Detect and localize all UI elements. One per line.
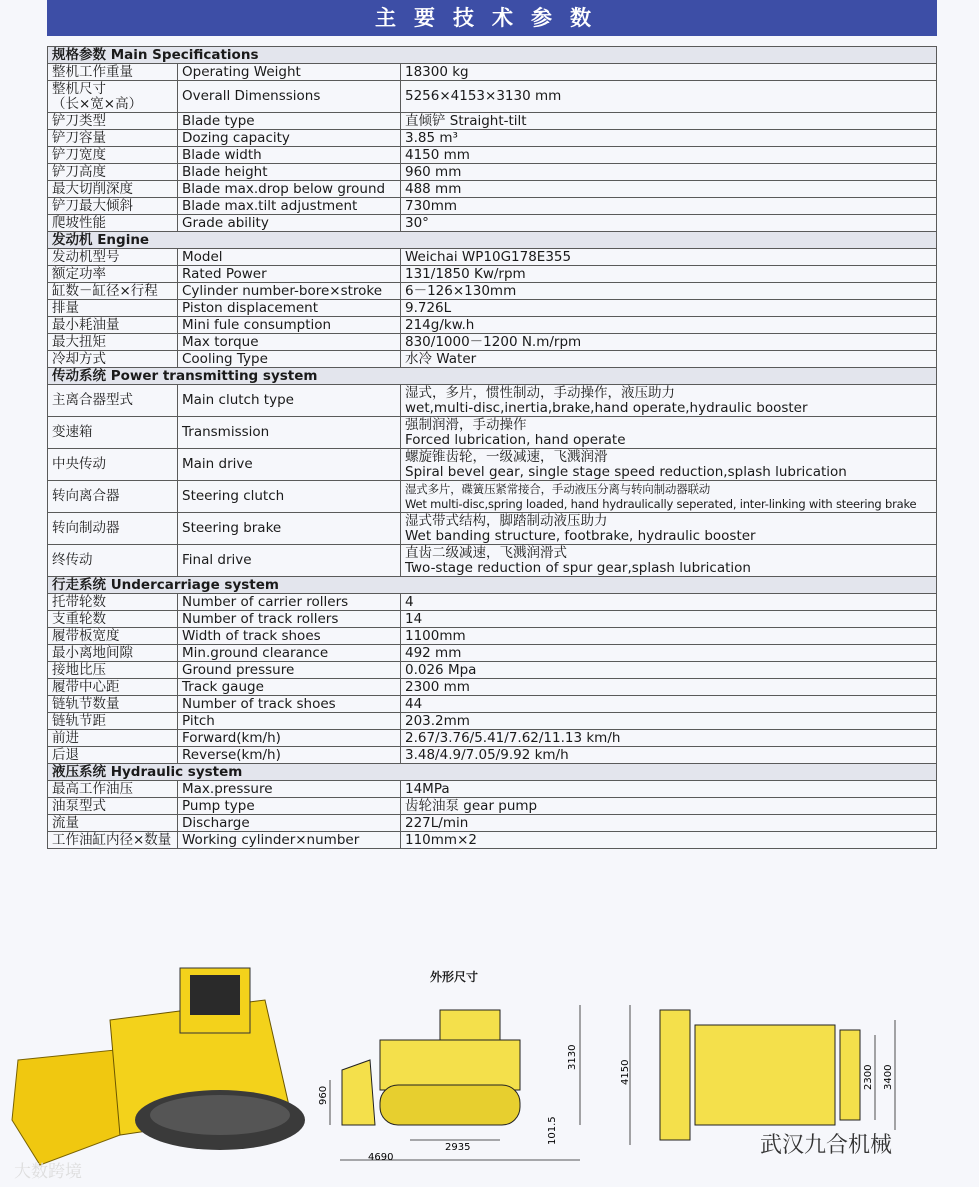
spec-name-en: Mini fule consumption [178,317,401,334]
section-header [48,232,937,249]
spec-name-en: Min.ground clearance [178,645,401,662]
spec-value: 6－126×130mm [401,283,937,300]
spec-value: 湿式，多片，惯性制动，手动操作，液压助力 wet,multi-disc,inertia,brake,hand operate,hydraulic booster [401,385,937,417]
spec-row [48,385,937,417]
side-view-drawing [342,1010,520,1125]
spec-row [48,481,937,513]
spec-row [48,283,937,300]
spec-name-en: Blade type [178,113,401,130]
spec-value: 14 [401,611,937,628]
spec-value: 4 [401,594,937,611]
dimension-drawing-title: 外形尺寸 [430,970,479,984]
spec-name-cn: 最大切削深度 [48,181,178,198]
spec-name-cn: 工作油缸内径×数量 [48,832,178,849]
dim-height-label: 3130 [567,1044,578,1070]
spec-value: 44 [401,696,937,713]
spec-row [48,696,937,713]
spec-value: 203.2mm [401,713,937,730]
spec-row [48,351,937,368]
spec-name-en: Reverse(km/h) [178,747,401,764]
spec-name-cn: 发动机型号 [48,249,178,266]
spec-row [48,832,937,849]
spec-row [48,513,937,545]
spec-name-cn: 最小耗油量 [48,317,178,334]
section-title: 规格参数 Main Specifications [48,47,937,64]
spec-row [48,645,937,662]
spec-row [48,781,937,798]
spec-value: 830/1000－1200 N.m/rpm [401,334,937,351]
spec-name-cn: 缸数－缸径×行程 [48,283,178,300]
section-header [48,764,937,781]
spec-value: 湿式带式结构，脚踏制动液压助力 Wet banding structure, footbrake, hydraulic booster [401,513,937,545]
spec-value: 强制润滑，手动操作 Forced lubrication, hand operate [401,417,937,449]
spec-name-en: Working cylinder×number [178,832,401,849]
spec-name-cn: 铲刀宽度 [48,147,178,164]
spec-name-en: Steering brake [178,513,401,545]
spec-row [48,662,937,679]
watermark-right: 武汉九合机械 [760,1133,893,1158]
spec-value: 水冷 Water [401,351,937,368]
section-title: 传动系统 Power transmitting system [48,368,937,385]
spec-name-cn: 支重轮数 [48,611,178,628]
spec-row [48,449,937,481]
spec-name-en: Number of track rollers [178,611,401,628]
spec-value: 2300 mm [401,679,937,696]
spec-name-en: Overall Dimenssions [178,81,401,113]
spec-name-en: Track gauge [178,679,401,696]
spec-row [48,798,937,815]
spec-row [48,334,937,351]
spec-name-en: Ground pressure [178,662,401,679]
spec-name-cn: 整机尺寸 （长×宽×高） [48,81,178,113]
spec-value: 30° [401,215,937,232]
dim-ground-label: 101.5 [547,1116,558,1145]
spec-name-cn: 冷却方式 [48,351,178,368]
spec-value: 14MPa [401,781,937,798]
spec-name-en: Forward(km/h) [178,730,401,747]
spec-name-en: Transmission [178,417,401,449]
spec-name-cn: 转向离合器 [48,481,178,513]
spec-name-en: Width of track shoes [178,628,401,645]
spec-name-en: Pump type [178,798,401,815]
spec-value: 直齿二级减速，飞溅润滑式 Two-stage reduction of spur gear,splash lubrication [401,545,937,577]
spec-row [48,130,937,147]
spec-row [48,147,937,164]
spec-row [48,713,937,730]
spec-name-cn: 主离合器型式 [48,385,178,417]
spec-name-cn: 变速箱 [48,417,178,449]
spec-value: 110mm×2 [401,832,937,849]
top-view-drawing [660,1010,860,1140]
dim-width-label: 4150 [620,1059,631,1085]
spec-name-en: Main drive [178,449,401,481]
spec-row [48,611,937,628]
spec-name-cn: 整机工作重量 [48,64,178,81]
spec-value: 18300 kg [401,64,937,81]
spec-name-cn: 后退 [48,747,178,764]
spec-name-en: Rated Power [178,266,401,283]
spec-name-cn: 排量 [48,300,178,317]
spec-name-cn: 铲刀高度 [48,164,178,181]
spec-name-en: Dozing capacity [178,130,401,147]
spec-value: 湿式多片，碟簧压紧常接合，手动液压分离与转向制动器联动 Wet multi-disc,spring loaded, hand hydraulically seperated, inter-linking with steering brake [401,481,937,513]
spec-row [48,300,937,317]
section-header [48,368,937,385]
spec-name-en: Model [178,249,401,266]
spec-value: 214g/kw.h [401,317,937,334]
section-title: 发动机 Engine [48,232,937,249]
spec-name-en: Blade max.drop below ground [178,181,401,198]
spec-name-en: Steering clutch [178,481,401,513]
spec-name-cn: 额定功率 [48,266,178,283]
spec-name-en: Number of track shoes [178,696,401,713]
spec-table [47,46,937,849]
spec-name-en: Max.pressure [178,781,401,798]
spec-value: 227L/min [401,815,937,832]
spec-name-cn: 最小离地间隙 [48,645,178,662]
spec-name-cn: 履带中心距 [48,679,178,696]
spec-row [48,628,937,645]
spec-row [48,81,937,113]
dim-length-label: 4690 [368,1152,394,1163]
spec-name-cn: 链轨节数量 [48,696,178,713]
spec-value: 131/1850 Kw/rpm [401,266,937,283]
spec-value: Weichai WP10G178E355 [401,249,937,266]
section-header [48,577,937,594]
spec-row [48,730,937,747]
spec-name-cn: 履带板宽度 [48,628,178,645]
spec-name-en: Piston displacement [178,300,401,317]
spec-name-cn: 流量 [48,815,178,832]
spec-name-cn: 铲刀类型 [48,113,178,130]
spec-name-cn: 托带轮数 [48,594,178,611]
section-title: 液压系统 Hydraulic system [48,764,937,781]
spec-value: 3.85 m³ [401,130,937,147]
spec-name-en: Final drive [178,545,401,577]
spec-name-cn: 接地比压 [48,662,178,679]
spec-row [48,679,937,696]
spec-value: 730mm [401,198,937,215]
spec-name-en: Number of carrier rollers [178,594,401,611]
spec-name-cn: 终传动 [48,545,178,577]
spec-value: 0.026 Mpa [401,662,937,679]
spec-name-cn: 爬坡性能 [48,215,178,232]
spec-row [48,113,937,130]
spec-name-cn: 油泵型式 [48,798,178,815]
dim-wheelbase-label: 2935 [445,1142,471,1153]
spec-name-cn: 铲刀容量 [48,130,178,147]
spec-name-cn: 链轨节距 [48,713,178,730]
dim-track-width-label: 3400 [883,1064,894,1090]
spec-name-cn: 最大扭矩 [48,334,178,351]
spec-value: 螺旋锥齿轮，一级减速，飞溅润滑 Spiral bevel gear, single stage speed reduction,splash lubrication [401,449,937,481]
spec-value: 9.726L [401,300,937,317]
spec-name-en: Blade height [178,164,401,181]
spec-row [48,198,937,215]
spec-name-en: Operating Weight [178,64,401,81]
spec-row [48,815,937,832]
spec-name-en: Blade max.tilt adjustment [178,198,401,215]
dim-blade-height-label: 960 [318,1085,329,1105]
spec-row [48,215,937,232]
dim-gauge-label: 2300 [863,1064,874,1090]
spec-row [48,317,937,334]
section-title: 行走系统 Undercarriage system [48,577,937,594]
spec-name-en: Grade ability [178,215,401,232]
spec-value: 2.67/3.76/5.41/7.62/11.13 km/h [401,730,937,747]
spec-row [48,417,937,449]
spec-value: 5256×4153×3130 mm [401,81,937,113]
spec-value: 1100mm [401,628,937,645]
spec-name-en: Discharge [178,815,401,832]
spec-name-cn: 前进 [48,730,178,747]
spec-name-cn: 最高工作油压 [48,781,178,798]
spec-row [48,164,937,181]
spec-row [48,747,937,764]
spec-name-en: Blade width [178,147,401,164]
spec-name-en: Main clutch type [178,385,401,417]
spec-name-en: Cooling Type [178,351,401,368]
page-title-banner: 主要技术参数 [47,0,937,36]
spec-value: 492 mm [401,645,937,662]
spec-row [48,181,937,198]
spec-name-cn: 中央传动 [48,449,178,481]
spec-row [48,266,937,283]
spec-name-en: Pitch [178,713,401,730]
spec-value: 4150 mm [401,147,937,164]
spec-row [48,545,937,577]
spec-name-cn: 转向制动器 [48,513,178,545]
spec-name-en: Cylinder number-bore×stroke [178,283,401,300]
section-header [48,47,937,64]
spec-row [48,594,937,611]
spec-value: 直倾铲 Straight-tilt [401,113,937,130]
spec-row [48,249,937,266]
spec-value: 3.48/4.9/7.05/9.92 km/h [401,747,937,764]
spec-value: 齿轮油泵 gear pump [401,798,937,815]
watermark-left: 大数跨境 [14,1162,82,1182]
spec-value: 960 mm [401,164,937,181]
spec-name-cn: 铲刀最大倾斜 [48,198,178,215]
spec-name-en: Max torque [178,334,401,351]
bulldozer-photo [12,968,305,1165]
spec-row [48,64,937,81]
spec-value: 488 mm [401,181,937,198]
